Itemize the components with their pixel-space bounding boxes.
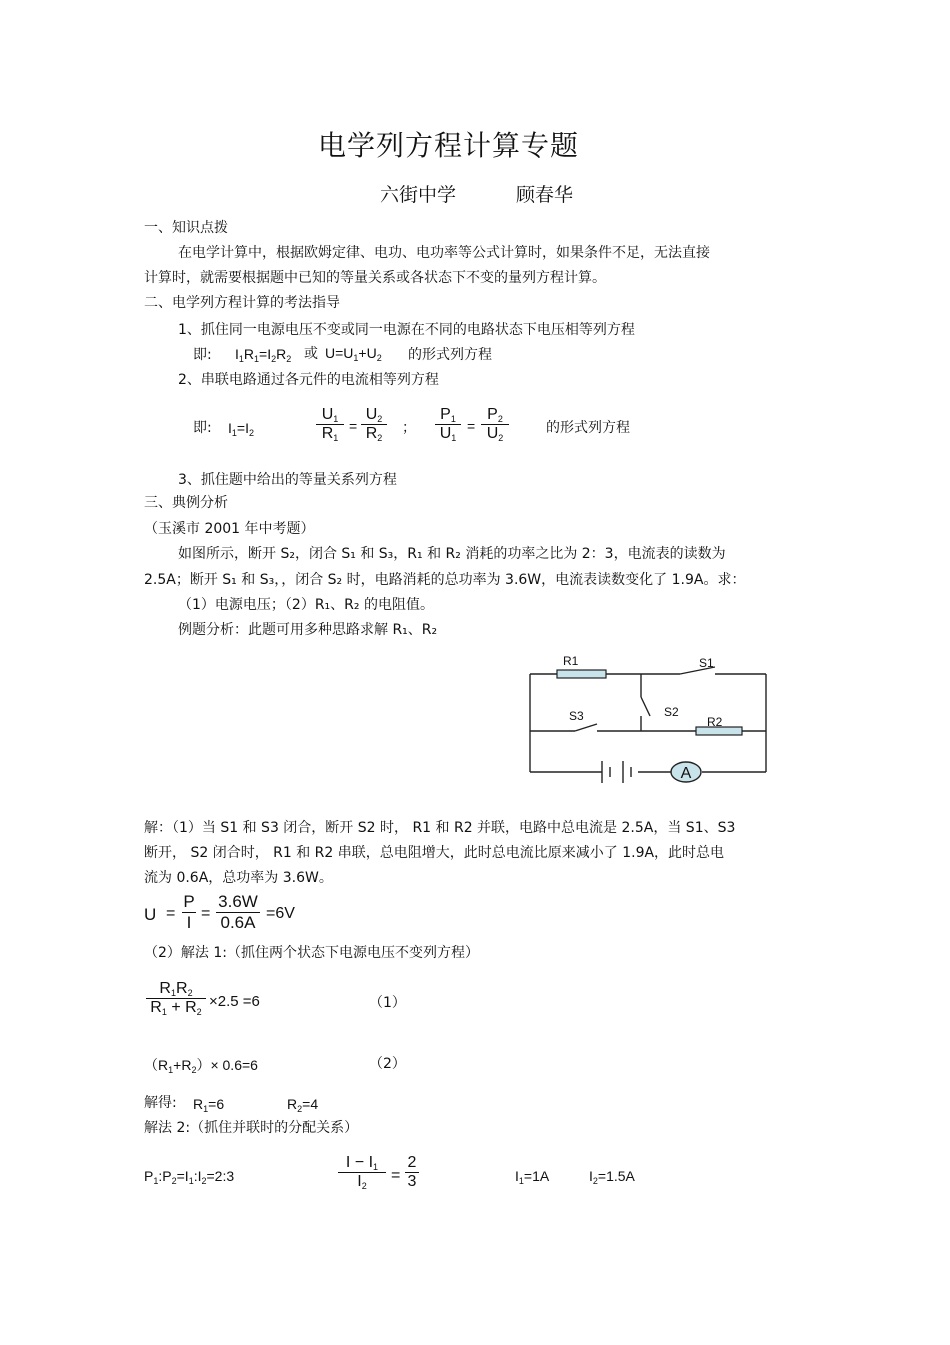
analysis-line: 例题分析：此题可用多种思路求解 R₁、R₂ (178, 622, 438, 638)
semicolon: ； (402, 420, 416, 436)
eq-sign: = (166, 905, 176, 922)
ammeter-label: A (680, 765, 692, 782)
paragraph-line: 计算时，就需要根据题中已知的等量关系或各状态下不变的量列方程计算。 (144, 270, 606, 286)
equals-sign: = (391, 1167, 401, 1184)
formula-voltage-sum: $U=U_1+U_2$ (325, 345, 382, 363)
eq2-label: （2） (369, 1056, 406, 1072)
method-item-2: 2、串联电路通过各元件的电流相等列方程 (178, 372, 439, 388)
section-heading-1: 一、知识点拨 (144, 220, 228, 236)
formula-current-equal: $I_1=I_2$ (228, 420, 254, 438)
result-prefix: 解得: (144, 1095, 177, 1111)
eq-lhs: U (144, 905, 157, 924)
fraction: $R_1R_2$ $R_1 + R_2$ (146, 980, 206, 1017)
problem-line: （1）电源电压；（2）R₁、R₂ 的电阻值。 (178, 597, 434, 613)
problem-source: （玉溪市 2001 年中考题） (144, 521, 315, 537)
equals-sign: = (467, 418, 476, 434)
formula-or: 或 (304, 346, 318, 362)
label-r2: R2 (707, 715, 723, 729)
fraction: $I - I_1$ $I_2$ (338, 1154, 386, 1191)
item-prefix: 即: (193, 420, 212, 436)
equals-sign: = (349, 418, 358, 434)
fraction: $P_1$ $U_1$ (435, 406, 461, 443)
method2-heading: 解法 2:（抓住并联时的分配关系） (144, 1120, 359, 1136)
result-i1: $I_1=1A$ (515, 1168, 550, 1186)
author-school: 六街中学 (380, 184, 457, 206)
resistor-r1-icon (557, 670, 606, 678)
label-s1: S1 (699, 656, 714, 670)
solution-line: 断开， S2 闭合时， R1 和 R2 串联，总电阻增大，此时总电流比原来减小了 1.9A，此时总电 (144, 845, 725, 861)
formula-voltage-equal: $I_1R_1=I_2R_2$ (235, 346, 292, 364)
circuit-diagram (520, 650, 780, 785)
power-ratio: $P_1:P_2=I_1:I_2=2:3$ (144, 1168, 235, 1186)
result-r2: $R_2=4$ (287, 1096, 319, 1114)
fraction: P I (183, 892, 195, 932)
label-s3: S3 (569, 709, 584, 723)
fraction: $P_2$ $U_2$ (481, 406, 509, 443)
solution-line: 解：（1）当 S1 和 S3 闭合，断开 S2 时， R1 和 R2 并联，电路中总电流是 2.5A，当 S1、S3 (144, 820, 736, 836)
fraction: 3.6W 0.6A (216, 892, 260, 933)
item-suffix: 的形式列方程 (546, 420, 630, 436)
problem-line: 2.5A；断开 S₁ 和 S₃，，闭合 S₂ 时，电路消耗的总功率为 3.6W，电流表读数变化了 1.9A。求： (144, 572, 746, 588)
eq-sign: = (201, 905, 211, 922)
section-heading-2: 二、电学列方程计算的考法指导 (144, 295, 340, 311)
eq2: $(R_1+R_2)\times 0.6=6$ (144, 1057, 258, 1075)
method-item-3: 3、抓住题中给出的等量关系列方程 (178, 472, 397, 488)
result-r1: $R_1=6$ (193, 1096, 225, 1114)
voltage-equation (144, 890, 344, 942)
solution-line: 流为 0.6A，总功率为 3.6W。 (144, 870, 333, 886)
item-prefix: 即: (193, 347, 212, 363)
paragraph-line: 在电学计算中，根据欧姆定律、电功、电功率等公式计算时，如果条件不足，无法直接 (178, 245, 710, 261)
section-heading-3: 三、典例分析 (144, 495, 228, 511)
author-name: 顾春华 (516, 184, 574, 206)
method1-heading: （2）解法 1:（抓住两个状态下电源电压不变列方程） (144, 945, 479, 961)
problem-line: 如图所示，断开 S₂，闭合 S₁ 和 S₃，R₁ 和 R₂ 消耗的功率之比为 2：3，电流表的读数为 (178, 546, 726, 562)
method-item-1: 1、抓住同一电源电压不变或同一电源在不同的电路状态下电压相等列方程 (178, 322, 635, 338)
eq-rhs: =6V (266, 905, 295, 922)
battery-icon (602, 761, 631, 783)
label-r1: R1 (563, 654, 579, 668)
item-suffix: 的形式列方程 (408, 347, 492, 363)
fraction: 2 3 (405, 1154, 419, 1191)
eq1-tail: ×2.5 =6 (209, 993, 260, 1010)
result-i2: $I_2=1.5A$ (589, 1168, 635, 1186)
eq1-label: （1） (369, 995, 406, 1011)
page-title: 电学列方程计算专题 (318, 129, 580, 162)
label-s2: S2 (664, 705, 679, 719)
fraction: $U_2$ $R_2$ (361, 406, 387, 443)
fraction: $U_1$ $R_1$ (316, 406, 344, 443)
